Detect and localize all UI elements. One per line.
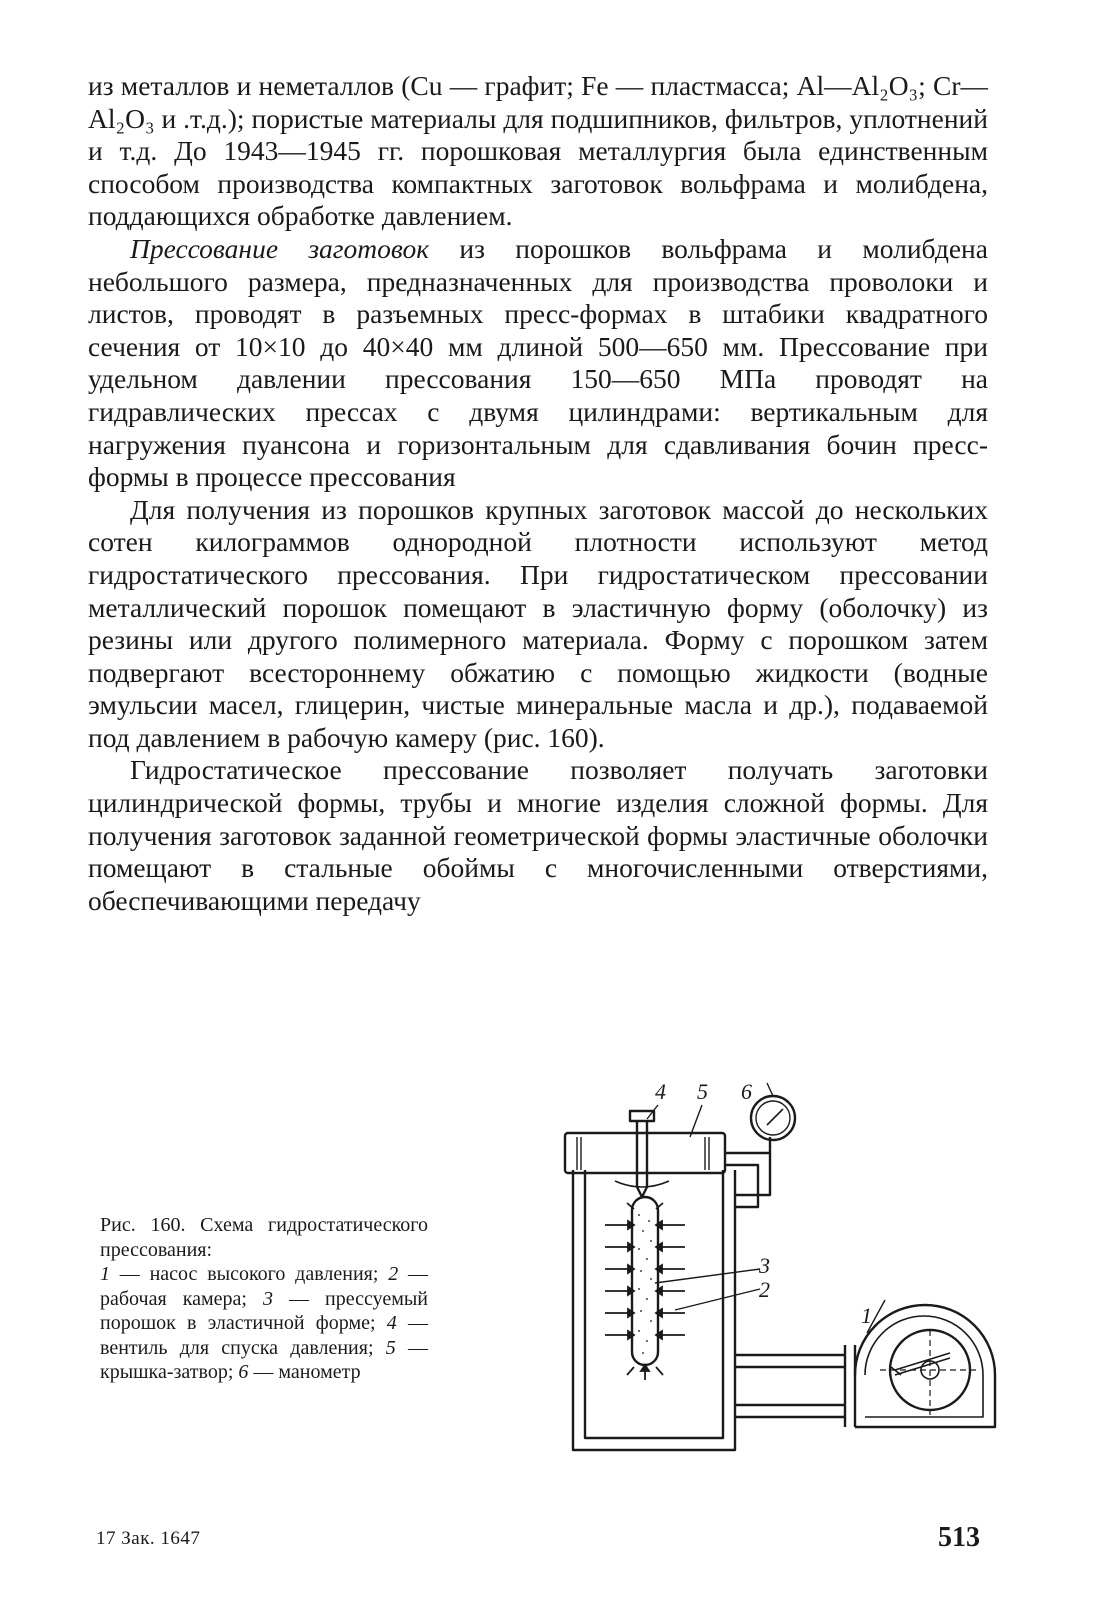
paragraph-2 — [88, 233, 988, 494]
caption-num-3: 3 — [262, 1287, 273, 1310]
label-1: 1 — [861, 1303, 872, 1328]
caption-text-1: — насос высокого давления; — [110, 1263, 389, 1285]
figure-caption — [100, 1213, 428, 1385]
caption-title: Рис. 160. Схема гидростатического прессования: — [100, 1214, 428, 1261]
body-text — [88, 70, 988, 917]
label-5: 5 — [697, 1079, 708, 1104]
paragraph-3: Для получения из порошков крупных заготовок массой до нескольких сотен килограммов однородной плотности используют метод гидростатического прессования. При гидростатическом прессовании металлический порошок помещают в эластичную форму (оболочку) из резины или другого полимерного материала. Форму с порошком затем подвергают всестороннему обжатию с помощью жидкости (водные эмульсии масел, глицерин, чистые минеральные масла и др.), подаваемой под давлением в рабочую камеру (рис. 160). — [88, 493, 988, 753]
powder-capsule — [632, 1197, 658, 1365]
page-number: 513 — [938, 1522, 980, 1553]
label-4: 4 — [655, 1079, 666, 1104]
label-6: 6 — [741, 1079, 752, 1104]
label-3: 3 — [759, 1253, 770, 1278]
label-2: 2 — [759, 1277, 770, 1302]
caption-text-3: — прессуемый порошок в эластичной форме; — [100, 1287, 428, 1334]
caption-text-5: — крышка-затвор; — [100, 1336, 429, 1383]
diagram-svg — [555, 1075, 1015, 1475]
valve-handle — [630, 1111, 654, 1121]
paragraph-4: Гидростатическое прессование позволяет получать заготовки цилиндрической формы, трубы и многие изделия сложной формы. Для получения заготовок заданной геометрической формы эластичные оболочки помещают в стальные обоймы с многочисленными отверстиями, обеспечивающими передачу — [88, 754, 988, 916]
caption-text-6: — манометр — [248, 1361, 361, 1383]
printing-signature: 17 Зак. 1647 — [96, 1528, 201, 1549]
caption-text-4: — вентиль для спуска давления; — [100, 1312, 429, 1359]
caption-num-1: 1 — [100, 1263, 110, 1285]
paragraph-2-emphasis: Прессование заготовок — [130, 232, 430, 264]
paragraph-2-text: из порошков вольфрама и молибдена небольшого размера, предназначенных для производства проволоки и листов, проводят в разъемных пресс-формах в штабики квадратного сечения от 10×10 до 40×40 мм длиной 500—650 мм. Прессование при удельном давлении прессования 150—650 МПа проводят на гидравлических прессах с двумя цилиндрами: вертикальным для нагружения пуансона и горизонтальным для сдавливания бочин пресс-формы в процессе прессования — [88, 232, 988, 493]
lid — [565, 1133, 725, 1173]
caption-num-4: 4 — [386, 1312, 397, 1334]
chamber-outer-wall — [573, 1170, 735, 1450]
paragraph-1: из металлов и неметаллов (Cu — графит; Fe — пластмасса; Al—Al₂O₃; Cr—Al₂O₃ и .т.д.); пористые материалы для подшипников, фильтров, уплотнений и т.д. До 1943—1945 гг. порошковая металлургия была единственным способом производства компактных заготовок вольфрама и молибдена, поддающихся обработке давлением. — [88, 70, 988, 232]
hydrostatic-press-diagram — [555, 1075, 1015, 1475]
chamber-inner-wall — [585, 1170, 723, 1438]
caption-text-2: — рабочая камера; — [100, 1263, 429, 1310]
caption-num-6: 6 — [238, 1361, 249, 1383]
caption-num-2: 2 — [388, 1263, 399, 1285]
caption-num-5: 5 — [385, 1336, 396, 1359]
powder-dots — [638, 1214, 652, 1354]
pressure-arrows — [605, 1203, 685, 1380]
